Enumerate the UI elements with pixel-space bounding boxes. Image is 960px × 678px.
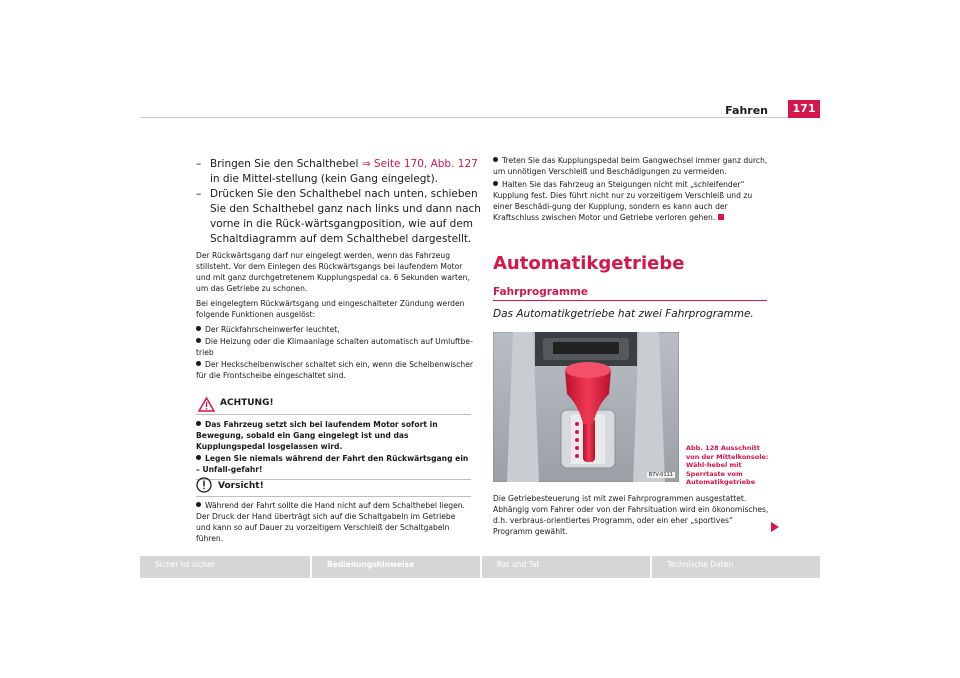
page-header-title: Fahren bbox=[725, 104, 768, 117]
figure-code: B7V-0111 bbox=[648, 472, 673, 478]
bullet-icon bbox=[196, 502, 201, 507]
bullet-icon bbox=[196, 421, 201, 426]
caution-title: Vorsicht! bbox=[218, 481, 264, 491]
footer-tab-technische-daten[interactable]: Technische Daten bbox=[667, 560, 734, 569]
end-marker-icon bbox=[718, 214, 724, 220]
bullet-icon bbox=[493, 181, 498, 186]
list-item: Der Rückfahrscheinwerfer leuchtet, bbox=[196, 324, 474, 335]
list-item: Legen Sie niemals während der Fahrt den Rückwärtsgang ein – Unfall-gefahr! bbox=[196, 454, 469, 474]
list-item: Während der Fahrt sollte die Hand nicht auf dem Schalthebel liegen. Der Druck der Hand überträgt sich auf die Schaltgabeln im Getriebe und kann so auf Dauer zu vorzeitigem Verschleiß der Schaltgabeln führen. bbox=[196, 501, 465, 543]
list-item: Die Heizung oder die Klimaanlage schalten automatisch auf Umluftbe-trieb bbox=[196, 337, 473, 357]
subsection-rule bbox=[493, 300, 767, 301]
warning-box bbox=[196, 395, 471, 480]
figure-caption: Abb. 128 Ausschnitt von der Mittelkonsole: Wähl-hebel mit Sperrtaste vom Automatikgetriebe bbox=[686, 444, 769, 486]
gear-selector-figure bbox=[493, 332, 679, 482]
gear-selector-illustration bbox=[493, 332, 679, 482]
list-item: Treten Sie das Kupplungspedal beim Gangwechsel immer ganz durch, um unnötigen Verschleiß und Beschädigungen zu vermeiden. bbox=[493, 156, 768, 176]
bullet-icon bbox=[196, 338, 201, 343]
warning-triangle-icon bbox=[198, 397, 215, 412]
page-reference-link[interactable]: ⇒ Seite 170, Abb. 127 bbox=[361, 158, 478, 170]
intro-text: Das Automatikgetriebe hat zwei Fahrprogramme. bbox=[493, 308, 754, 320]
caution-box bbox=[196, 477, 471, 544]
footer-tab-rat-und-tat[interactable]: Rat und Tat bbox=[497, 560, 540, 569]
list-item: Halten Sie das Fahrzeug an Steigungen nicht mit „schleifender“ Kupplung fest. Dies führt nicht nur zu vorzeitigem Verschleiß und zu einer Beschädi-gung der Kupplung, sondern es kann auch der Kraftschluss zwischen Motor und Getriebe verloren gehen. bbox=[493, 180, 753, 222]
list-item: Der Heckscheibenwischer schaltet sich ein, wenn die Scheibenwischer für die Frontscheibe eingeschaltet sind. bbox=[196, 360, 474, 380]
warning-title: ACHTUNG! bbox=[220, 398, 274, 408]
paragraph: Die Getriebesteuerung ist mit zwei Fahrprogrammen ausgestattet. Abhängig vom Fahrer oder von der Fahrsituation wird ein ökonomisches, d.h. verbraus-orientiertes Programm, oder ein eher „sportives“ Programm gewählt. bbox=[493, 494, 769, 536]
paragraph: Bei eingelegtem Rückwärtsgang und eingeschalteter Zündung werden folgende Funktionen ausgelöst: bbox=[196, 299, 465, 319]
footer-nav bbox=[140, 556, 820, 578]
bullet-list bbox=[196, 324, 474, 381]
bullet-icon bbox=[196, 361, 201, 366]
bullet-icon bbox=[196, 326, 201, 331]
step-1: – Bringen Sie den Schalthebel ⇒ Seite 170, Abb. 127 in die Mittel-stellung (kein Gang eingelegt). bbox=[196, 158, 478, 185]
bullet-icon bbox=[196, 455, 201, 460]
bullet-list bbox=[493, 155, 771, 223]
section-title: Automatikgetriebe bbox=[493, 253, 685, 274]
page-number: 171 bbox=[788, 100, 820, 118]
footer-tab-bedienungshinweise[interactable]: Bedienungshinweise bbox=[327, 560, 415, 569]
paragraph: Der Rückwärtsgang darf nur eingelegt werden, wenn das Fahrzeug stillsteht. Vor dem Einlegen des Rückwärtsgangs bei laufendem Motor und mit ganz durchgetretenem Kupplungspedal ca. 6 Sekunden warten, um das Getriebe zu schonen. bbox=[196, 251, 470, 293]
list-item: Das Fahrzeug setzt sich bei laufendem Motor sofort in Bewegung, sobald ein Gang eingelegt ist und das Kupplungspedal losgelassen wird. bbox=[196, 420, 438, 451]
bullet-icon bbox=[493, 157, 498, 162]
footer-tab-sicher-ist-sicher[interactable]: Sicher ist sicher bbox=[155, 560, 215, 569]
caution-exclamation-icon bbox=[196, 477, 212, 493]
header-rule bbox=[140, 117, 820, 118]
step-2: – Drücken Sie den Schalthebel nach unten, schieben Sie den Schalthebel ganz nach links und dann nach vorne in die Rück-wärtsgangposition, wie auf dem Schaltdiagramm auf dem Schalthebel dargestellt. bbox=[196, 188, 481, 245]
next-page-arrow-icon[interactable] bbox=[770, 522, 780, 532]
subsection-title: Fahrprogramme bbox=[493, 286, 588, 298]
